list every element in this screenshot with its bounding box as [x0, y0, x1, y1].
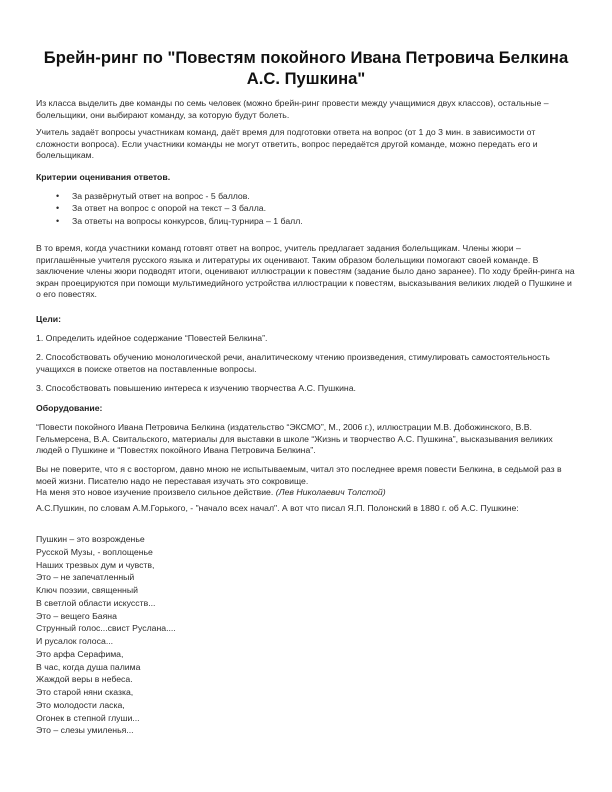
quote-author: (Лев Николаевич Толстой) — [275, 487, 386, 498]
poem-line: Это старой няни сказка, — [36, 687, 134, 697]
intro-paragraph-2: Учитель задаёт вопросы участникам команд, даёт время для подготовки ответа на вопрос (от 1 до 3 мин. в зависимости от сложности вопроса). Если участники команды не могут ответить, вопрос передаётся другой команде, можно передать его и болельщикам. — [36, 127, 538, 161]
criteria-item: • За ответы на вопросы конкурсов, блиц-турнира – 1 балл. — [56, 215, 303, 227]
poem-line: Струнный голос...свист Руслана.... — [36, 623, 176, 634]
equipment-heading: Оборудование: — [36, 403, 103, 413]
poem-line: Наших трезвых дум и чувств, — [36, 559, 155, 570]
criteria-list — [56, 190, 303, 227]
quote-text: Вы не поверите, что я с восторгом, давно мною не испытываемым, читал это последнее время повести Белкина, в седьмой раз в моей жизни. Писателю надо не переставая изучать это сокровище. — [36, 464, 562, 486]
criteria-heading: Критерии оценивания ответов. — [36, 172, 171, 182]
poem-line: Огонек в степной глуши... — [36, 712, 140, 723]
goal-item-1: 1. Определить идейное содержание “Повестей Белкина”. — [36, 333, 268, 343]
jury-paragraph: В то время, когда участники команд готовят ответ на вопрос, учитель предлагает задания болельщикам. Члены жюри – приглашённые учителя русского языка и литературы их оценивают. Таким образом болельщики помогают своей команде. В заключение члены жюри подводят итоги, оценивают иллюстрации к повестям (задание было дано заранее). По ходу брейн-ринга на экран проецируются при помощи мультимедийного устройства иллюстрации к повестям, высказывания великих людей о Пушкине и о его повестях. — [36, 243, 575, 300]
poem-line: Это – слезы умиленья... — [36, 725, 134, 736]
tolstoy-quote — [36, 464, 576, 499]
poem-line: Пушкин – это возрожденье — [36, 534, 145, 544]
criteria-item: • За ответ на вопрос с опорой на текст – 3 балла. — [56, 202, 303, 214]
poem-line: Ключ поэзии, священный — [36, 585, 138, 595]
poem-line: Жаждой веры в небеса. — [36, 674, 133, 685]
goal-item-2: 2. Способствовать обучению монологической речи, аналитическому чтению произведения, стимулировать самостоятельность учащихся в поиске ответов на поставленные вопросы. — [36, 352, 550, 374]
gorky-paragraph: А.С.Пушкин, по словам А.М.Горького, - "начало всех начал". А вот что писал Я.П. Полонский в 1880 г. об А.С. Пушкине: — [36, 503, 519, 513]
criteria-item: • За развёрнутый ответ на вопрос - 5 баллов. — [56, 190, 303, 202]
poem-line: Это арфа Серафима, — [36, 648, 124, 659]
poem — [36, 533, 176, 737]
goal-item-3: 3. Способствовать повышению интереса к изучению творчества А.С. Пушкина. — [36, 383, 356, 393]
poem-line: Это – вещего Баяна — [36, 610, 117, 621]
equipment-paragraph: “Повести покойного Ивана Петровича Белкина (издательство “ЭКСМО”, М., 2006 г.), иллюстрации М.В. Добожинского, В.В. Гельмерсена, В.А. Свитальского, материалы для выставки в школе “Жизнь и творчество А.С. Пушкина”, высказывания великих людей о Пушкине и “Повестях покойного Ивана Петровича Белкина”. — [36, 422, 553, 456]
poem-line: И русалок голоса... — [36, 636, 114, 646]
poem-line: В светлой области искусств... — [36, 597, 156, 608]
page-title: Брейн-ринг по "Повестям покойного Ивана Петровича Белкина А.С. Пушкина" — [43, 48, 569, 88]
poem-line: Это – не запечатленный — [36, 572, 135, 583]
poem-line: Это молодости ласка, — [36, 699, 125, 710]
poem-line: Русской Музы, - воплощенье — [36, 546, 153, 557]
intro-paragraph-1: Из класса выделить две команды по семь человек (можно брейн-ринг провести между учащимися двух классов), остальные – болельщики, они выбирают команду, за которую будут болеть. — [36, 98, 549, 120]
poem-line: В час, когда душа палима — [36, 661, 141, 672]
goals-heading: Цели: — [36, 314, 62, 324]
quote-text-2: На меня это новое изучение произвело сильное действие. — [36, 487, 274, 498]
